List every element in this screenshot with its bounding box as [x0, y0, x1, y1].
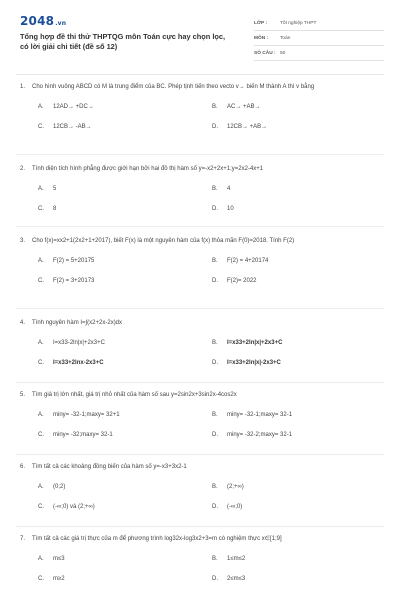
option-text: (0;2)	[53, 484, 66, 490]
question-6	[20, 462, 382, 514]
option-c[interactable]	[38, 204, 56, 214]
option-text: miny= -32-1;maxy= 32-1	[227, 412, 293, 418]
meta-row-subject	[254, 31, 384, 46]
option-letter: B.	[212, 186, 218, 192]
question-text: Tính diện tích hình phẳng được giới hạn bởi hai đồ thị hàm số y=-x2+2x+1;y=2x2-4x+1	[32, 166, 264, 172]
question-7	[20, 534, 382, 586]
meta-label: MÔN :	[254, 35, 269, 41]
question-divider	[16, 454, 384, 455]
question-divider	[16, 226, 384, 227]
question-divider	[16, 308, 384, 309]
option-letter: D.	[212, 124, 218, 130]
option-text: AC→ +AB→	[227, 104, 261, 110]
option-text: 12CB→ +AB→	[227, 124, 268, 130]
option-text: 5	[53, 186, 57, 192]
document-title	[20, 32, 250, 52]
option-text: 12CB→ -AB→	[53, 124, 92, 130]
option-text: I=x33+2ln|x|-2x3+C	[227, 360, 281, 366]
question-stem	[20, 236, 382, 246]
option-text: F(2)= 2022	[227, 278, 257, 284]
option-d[interactable]	[212, 574, 245, 584]
option-letter: C.	[38, 432, 44, 438]
question-text: Tính nguyên hàm I=∫(x2+2x-2x)dx	[32, 320, 123, 326]
option-letter: D.	[212, 576, 218, 582]
option-d[interactable]	[212, 122, 267, 132]
option-text: miny= -32-2;maxy= 32-1	[227, 432, 293, 438]
option-group	[20, 182, 382, 216]
question-stem	[20, 318, 382, 328]
option-b[interactable]	[212, 554, 245, 564]
option-a[interactable]	[38, 184, 56, 194]
option-c[interactable]	[38, 358, 104, 368]
question-number: 4.	[20, 320, 26, 326]
question-text: Cho hình vuông ABCD có M là trung điểm của BC. Phép tịnh tiến theo vecto v→ biến M thành A thì v bằng	[32, 84, 315, 90]
question-text: Cho f(x)=xx2+1(2x2+1+2017), biết F(x) là một nguyên hàm của f(x) thỏa mãn F(0)=2018. Tính F(2)	[32, 238, 295, 244]
option-letter: A.	[38, 340, 44, 346]
option-text: I=x33+2lnx-2x3+C	[53, 360, 104, 366]
option-letter: A.	[38, 412, 44, 418]
option-c[interactable]	[38, 276, 94, 286]
meta-value: 50	[280, 50, 286, 56]
option-letter: B.	[212, 484, 218, 490]
meta-value: Tốt nghiệp THPT	[280, 20, 317, 26]
question-text: Tìm tất cả các khoảng đồng biến của hàm số y=-x3+3x2-1	[32, 464, 187, 470]
question-1	[20, 82, 382, 134]
option-letter: D.	[212, 206, 218, 212]
option-letter: D.	[212, 278, 218, 284]
option-d[interactable]	[212, 430, 292, 440]
option-letter: C.	[38, 504, 44, 510]
exam-meta	[254, 16, 384, 61]
option-b[interactable]	[212, 482, 244, 492]
option-b[interactable]	[212, 256, 268, 266]
option-d[interactable]	[212, 358, 281, 368]
question-number: 1.	[20, 84, 26, 90]
option-b[interactable]	[212, 410, 292, 420]
question-divider	[16, 154, 384, 155]
option-text: miny= -32;maxy= 32-1	[53, 432, 113, 438]
option-letter: D.	[212, 504, 218, 510]
document-title-line-1: Tổng hợp đề thi thử THPTQG môn Toán cực hay chọn lọc,	[20, 32, 226, 41]
option-a[interactable]	[38, 482, 65, 492]
meta-label: SỐ CÂU :	[254, 50, 276, 56]
logo-main: 2048	[20, 14, 55, 28]
option-a[interactable]	[38, 102, 94, 112]
meta-row-question-count	[254, 46, 384, 61]
option-text: (-∞;0)	[227, 504, 243, 510]
logo-sub: .vn	[55, 20, 67, 27]
option-group	[20, 408, 382, 442]
option-group	[20, 254, 382, 288]
question-3	[20, 236, 382, 288]
option-a[interactable]	[38, 410, 120, 420]
option-text: (2;+∞)	[227, 484, 244, 490]
question-stem	[20, 390, 382, 400]
option-letter: B.	[212, 340, 218, 346]
question-number: 6.	[20, 464, 26, 470]
option-b[interactable]	[212, 184, 230, 194]
option-text: m≤3	[53, 556, 65, 562]
option-b[interactable]	[212, 338, 282, 348]
option-letter: A.	[38, 258, 44, 264]
option-d[interactable]	[212, 204, 234, 214]
option-b[interactable]	[212, 102, 261, 112]
document-title-line-2: có lời giải chi tiết (đề số 12)	[20, 42, 118, 51]
option-text: 2≤m≤3	[227, 576, 246, 582]
option-a[interactable]	[38, 338, 105, 348]
meta-value: Toán	[280, 35, 291, 41]
option-group	[20, 336, 382, 370]
header-divider	[16, 74, 384, 75]
option-text: m≥2	[53, 576, 65, 582]
option-c[interactable]	[38, 430, 113, 440]
option-letter: C.	[38, 124, 44, 130]
option-d[interactable]	[212, 502, 242, 512]
question-5	[20, 390, 382, 442]
option-letter: C.	[38, 206, 44, 212]
option-c[interactable]	[38, 122, 92, 132]
option-letter: A.	[38, 556, 44, 562]
option-letter: C.	[38, 576, 44, 582]
option-a[interactable]	[38, 256, 94, 266]
option-text: 8	[53, 206, 57, 212]
question-number: 5.	[20, 392, 26, 398]
question-text: Tìm giá trị lớn nhất, giá trị nhỏ nhất của hàm số sau y=2sin2x+3sin2x-4cos2x	[32, 392, 237, 398]
option-text: (-∞;0) và (2;+∞)	[53, 504, 95, 510]
option-letter: B.	[212, 412, 218, 418]
option-text: 1≤m≤2	[227, 556, 246, 562]
question-stem	[20, 534, 382, 544]
question-divider	[16, 382, 384, 383]
option-text: F(2) = 3+20173	[53, 278, 95, 284]
option-group	[20, 552, 382, 586]
option-letter: A.	[38, 484, 44, 490]
question-4	[20, 318, 382, 370]
question-2	[20, 164, 382, 216]
option-text: F(2) = 4+20174	[227, 258, 269, 264]
option-c[interactable]	[38, 502, 95, 512]
question-stem	[20, 164, 382, 174]
option-text: 4	[227, 186, 231, 192]
question-number: 7.	[20, 536, 26, 542]
option-letter: D.	[212, 360, 218, 366]
meta-row-class	[254, 16, 384, 31]
option-letter: D.	[212, 432, 218, 438]
option-letter: A.	[38, 104, 44, 110]
question-stem	[20, 462, 382, 472]
exam-header	[0, 0, 400, 74]
option-d[interactable]	[212, 276, 257, 286]
option-group	[20, 480, 382, 514]
option-letter: C.	[38, 360, 44, 366]
option-a[interactable]	[38, 554, 65, 564]
question-divider	[16, 526, 384, 527]
question-text: Tìm tất cả các giá trị thực của m để phương trình log32x-log3x2+3=m có nghiệm thực x∈[1;9]	[32, 536, 282, 542]
option-letter: B.	[212, 258, 218, 264]
option-letter: C.	[38, 278, 44, 284]
question-stem	[20, 82, 382, 92]
option-text: F(2) = 5+20175	[53, 258, 95, 264]
option-text: miny= -32-1;maxy= 32+1	[53, 412, 120, 418]
question-number: 2.	[20, 166, 26, 172]
option-letter: A.	[38, 186, 44, 192]
option-letter: B.	[212, 556, 218, 562]
question-number: 3.	[20, 238, 26, 244]
option-text: I=x33-2ln|x|+2x3+C	[53, 340, 105, 346]
option-text: 12AD→ +DC→	[53, 104, 94, 110]
option-c[interactable]	[38, 574, 65, 584]
option-text: I=x33+2ln|x|+2x3+C	[227, 340, 283, 346]
option-letter: B.	[212, 104, 218, 110]
option-group	[20, 100, 382, 134]
meta-label: LỚP :	[254, 20, 268, 26]
option-text: 10	[227, 206, 234, 212]
